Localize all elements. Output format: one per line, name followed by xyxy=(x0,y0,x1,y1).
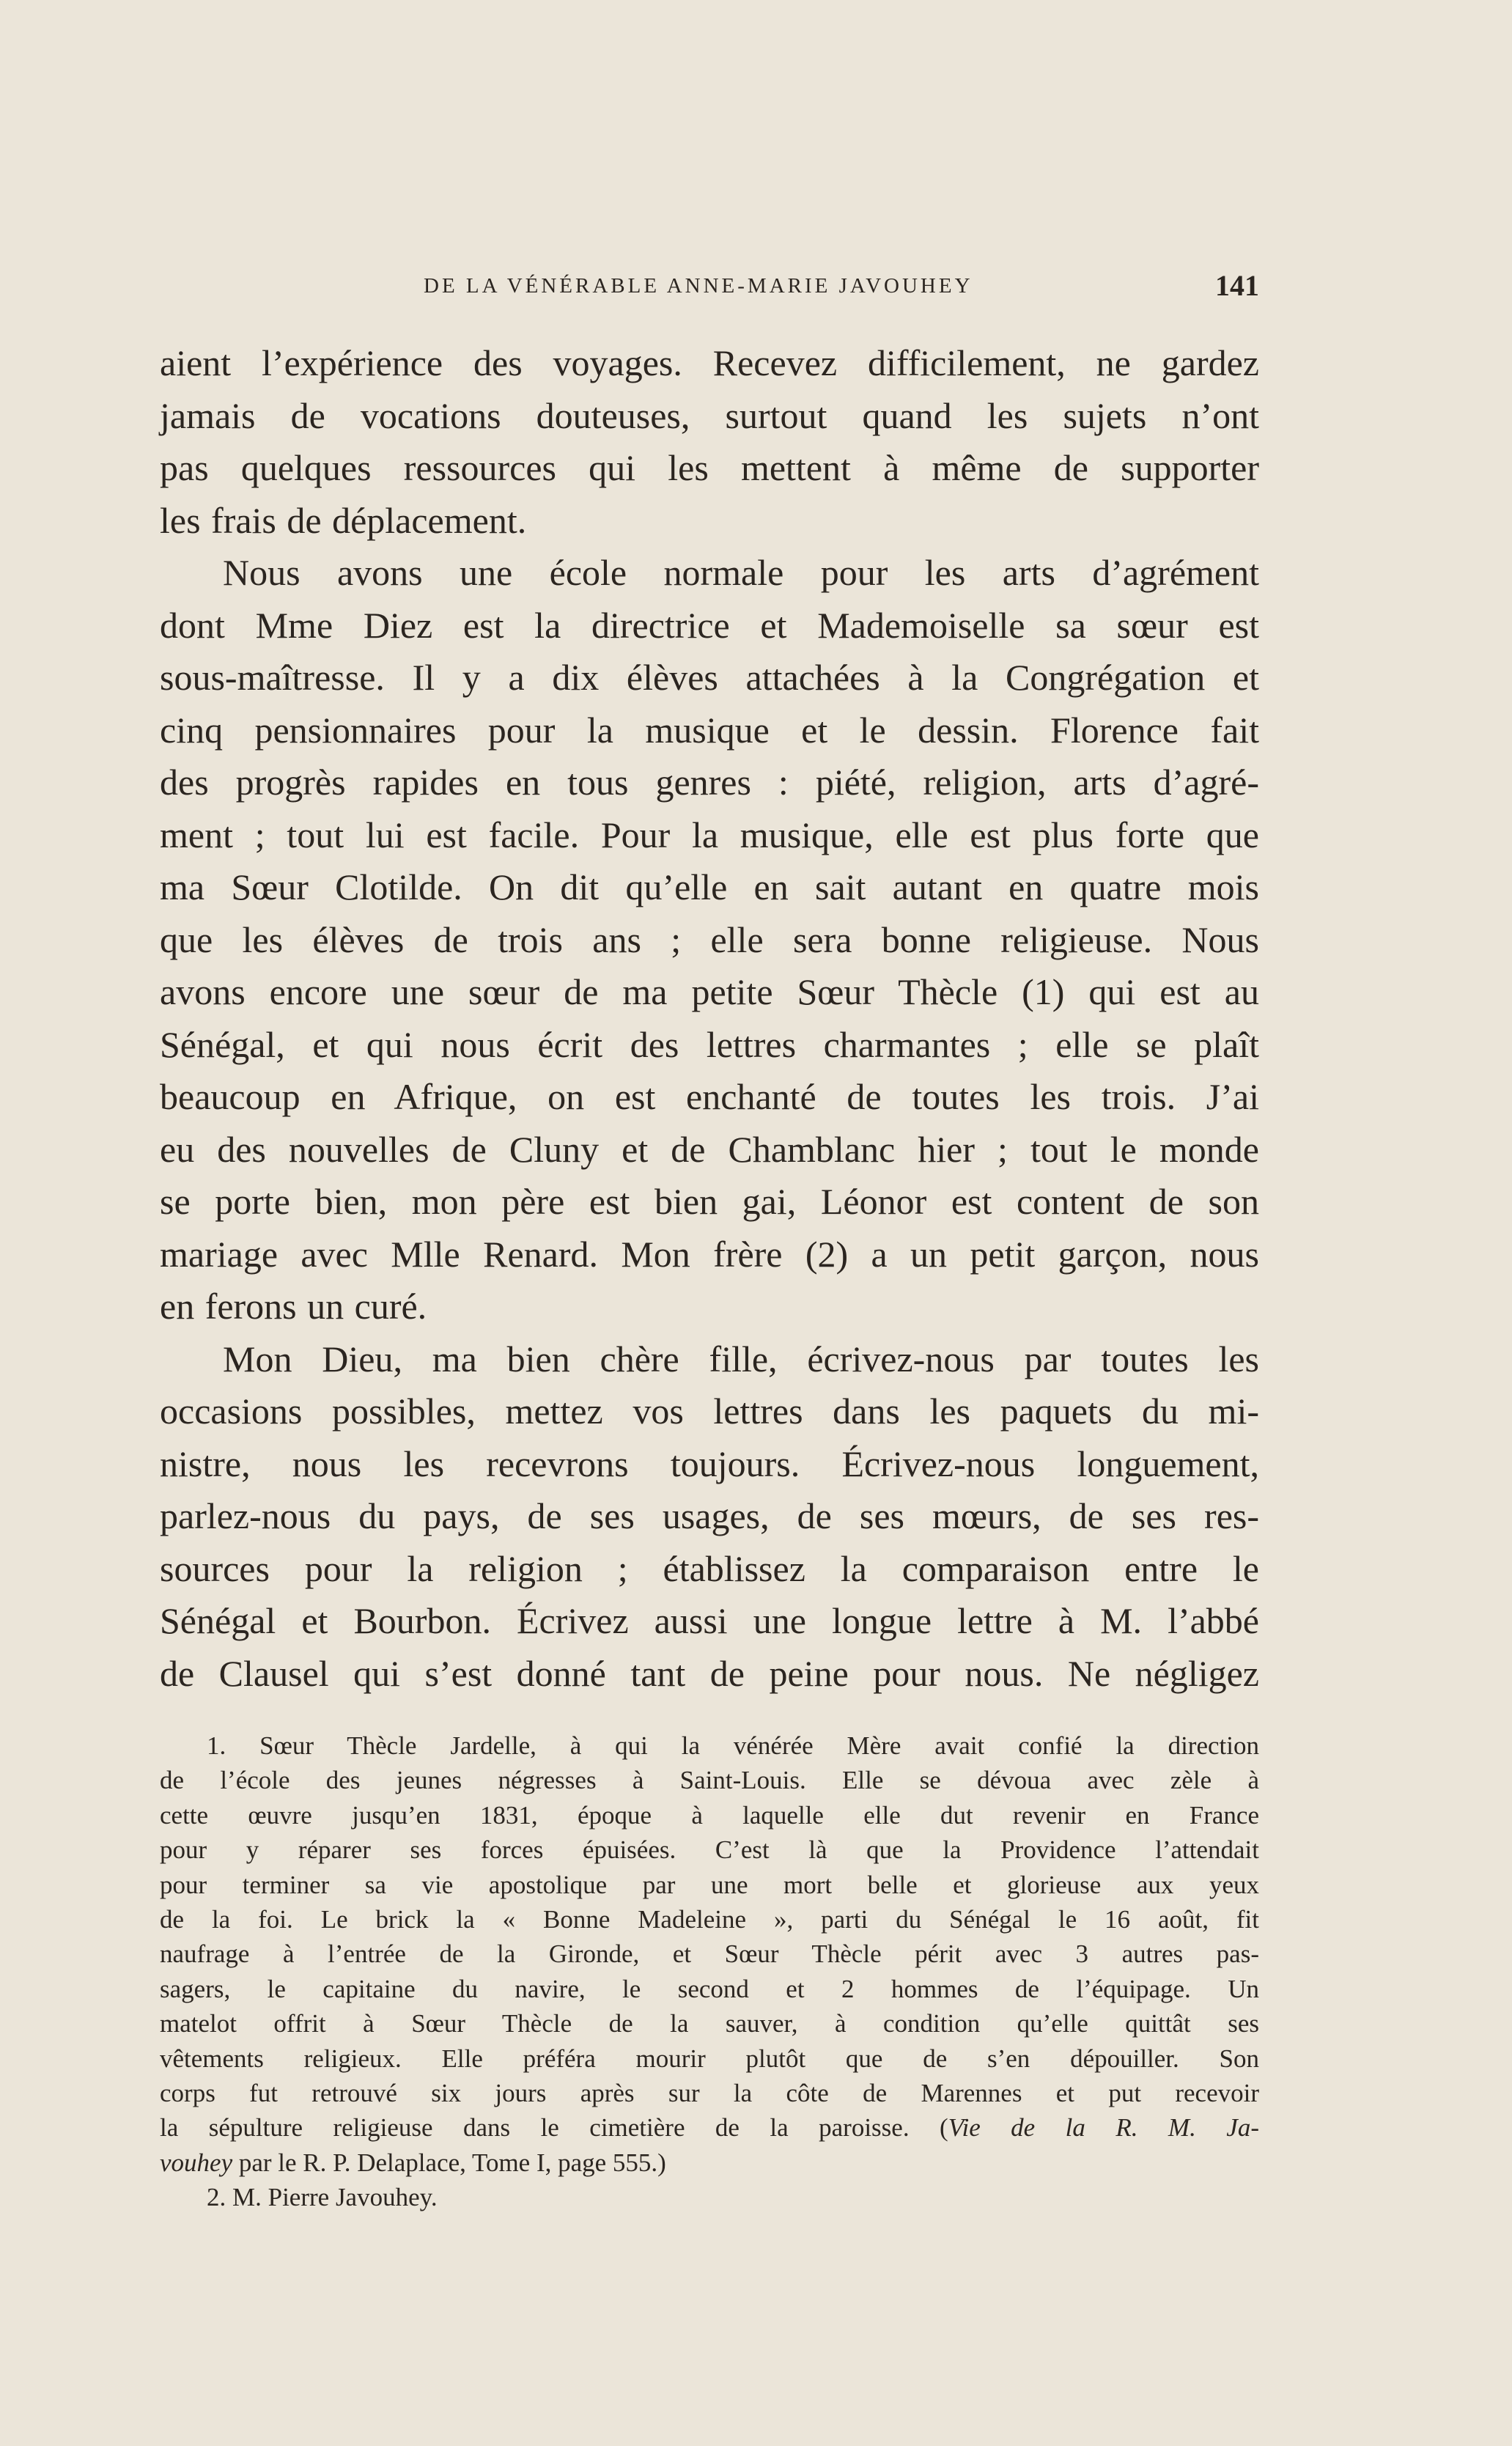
text-line: parlez-nous du pays, de ses usages, de ses mœurs, de ses res- xyxy=(160,1495,1259,1536)
footnote-line: cette œuvre jusqu’en 1831, époque à laquelle elle dut revenir en France xyxy=(160,1800,1259,1830)
text-line: Sénégal et Bourbon. Écrivez aussi une longue lettre à M. l’abbé xyxy=(160,1600,1259,1641)
citation-rest: par le R. P. Delaplace, Tome I, page 555.) xyxy=(232,2148,666,2177)
footnote-line xyxy=(160,2145,1259,2180)
text-line: nistre, nous les recevrons toujours. Écrivez-nous longuement, xyxy=(160,1443,1259,1484)
text-line: Mon Dieu, ma bien chère fille, écrivez-nous par toutes les xyxy=(223,1338,1259,1379)
text-line: en ferons un curé. xyxy=(160,1286,427,1327)
text-line: pas quelques ressources qui les mettent à même de supporter xyxy=(160,447,1259,488)
citation-title: vouhey xyxy=(160,2148,233,2177)
text-line: Sénégal, et qui nous écrit des lettres charmantes ; elle se plaît xyxy=(160,1023,1259,1065)
text-line: beaucoup en Afrique, on est enchanté de toutes les trois. J’ai xyxy=(160,1076,1259,1117)
text-line: dont Mme Diez est la directrice et Mademoiselle sa sœur est xyxy=(160,604,1259,646)
text-line: sources pour la religion ; établissez la comparaison entre le xyxy=(160,1547,1259,1589)
footnote-line: pour y réparer ses forces épuisées. C’est là que la Providence l’attendait xyxy=(160,1835,1259,1865)
text-line: sous-maîtresse. Il y a dix élèves attachées à la Congrégation et xyxy=(160,657,1259,698)
running-title: DE LA VÉNÉRABLE ANNE-MARIE JAVOUHEY xyxy=(424,274,973,298)
page-number: 141 xyxy=(1215,269,1259,302)
footnote-line: sagers, le capitaine du navire, le second et 2 hommes de l’équipage. Un xyxy=(160,1974,1259,2003)
footnotes xyxy=(160,1728,1259,2214)
text-line: que les élèves de trois ans ; elle sera bonne religieuse. Nous xyxy=(160,918,1259,960)
text-line: cinq pensionnaires pour la musique et le dessin. Florence fait xyxy=(160,709,1259,751)
footnote-line xyxy=(160,2110,1259,2145)
text-line: Nous avons une école normale pour les arts d’agrément xyxy=(223,552,1259,593)
text-line: de Clausel qui s’est donné tant de peine pour nous. Ne négligez xyxy=(160,1652,1259,1694)
text-line: eu des nouvelles de Cluny et de Chamblanc hier ; tout le monde xyxy=(160,1128,1259,1170)
text-line: se porte bien, mon père est bien gai, Léonor est content de son xyxy=(160,1181,1259,1222)
footnote-line: pour terminer sa vie apostolique par une mort belle et glorieuse aux yeux xyxy=(160,1870,1259,1899)
footnote-line-text: la sépulture religieuse dans le cimetière de la paroisse. ( xyxy=(160,2113,948,2143)
citation-title: Vie de la R. M. Ja- xyxy=(948,2113,1259,2143)
text-line: des progrès rapides en tous genres : piété, religion, arts d’agré- xyxy=(160,762,1259,803)
footnote-line: corps fut retrouvé six jours après sur la côte de Marennes et put recevoir xyxy=(160,2078,1259,2107)
footnote-2: 2. M. Pierre Javouhey. xyxy=(207,2183,438,2212)
footnote-line: vêtements religieux. Elle préféra mourir plutôt que de s’en dépouiller. Son xyxy=(160,2044,1259,2073)
text-line: aient l’expérience des voyages. Recevez difficilement, ne gardez xyxy=(160,342,1259,383)
text-line: ment ; tout lui est facile. Pour la musique, elle est plus forte que xyxy=(160,814,1259,855)
text-line: mariage avec Mlle Renard. Mon frère (2) a un petit garçon, nous xyxy=(160,1233,1259,1275)
footnote-line: naufrage à l’entrée de la Gironde, et Sœur Thècle périt avec 3 autres pas- xyxy=(160,1940,1259,1969)
text-line: les frais de déplacement. xyxy=(160,499,527,541)
text-line: jamais de vocations douteuses, surtout quand les sujets n’ont xyxy=(160,394,1259,436)
footnote-line: matelot offrit à Sœur Thècle de la sauver, à condition qu’elle quittât ses xyxy=(160,2009,1259,2038)
text-line: ma Sœur Clotilde. On dit qu’elle en sait autant en quatre mois xyxy=(160,866,1259,907)
footnote-line: de la foi. Le brick la « Bonne Madeleine », parti du Sénégal le 16 août, fit xyxy=(160,1904,1259,1934)
text-line: avons encore une sœur de ma petite Sœur Thècle (1) qui est au xyxy=(160,971,1259,1012)
footnote-line: de l’école des jeunes négresses à Saint-Louis. Elle se dévoua avec zèle à xyxy=(160,1766,1259,1795)
page-header xyxy=(160,268,1259,305)
body-text xyxy=(160,337,1259,1700)
footnote-line: 1. Sœur Thècle Jardelle, à qui la vénérée Mère avait confié la direction xyxy=(207,1731,1259,1760)
text-line: occasions possibles, mettez vos lettres dans les paquets du mi- xyxy=(160,1390,1259,1432)
